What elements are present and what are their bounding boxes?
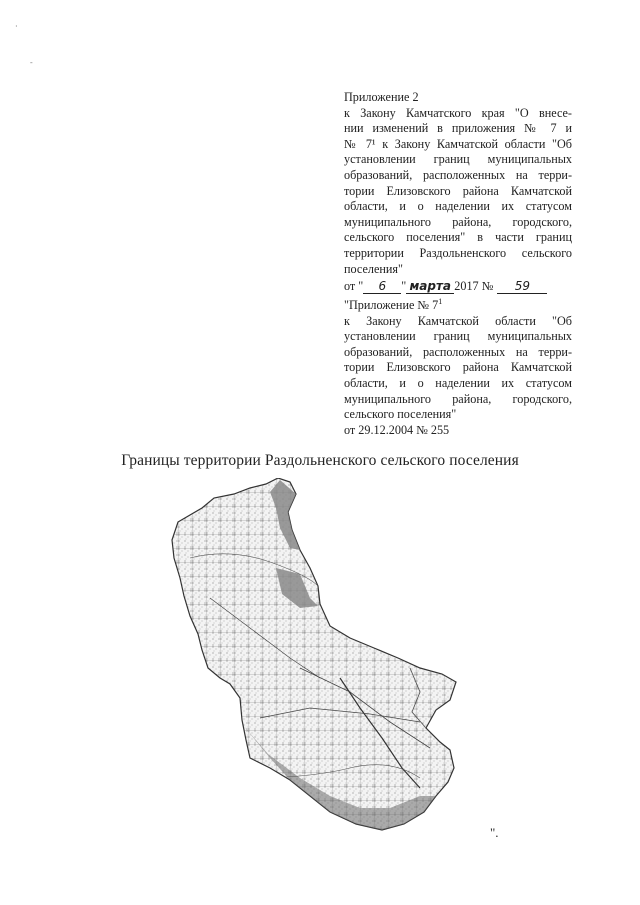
appendix-7-1-line: муниципального района, городского, (344, 391, 572, 406)
appendix-2-block (344, 90, 572, 295)
appendix-7-1-line: области, и о наделении их статусом (344, 375, 572, 390)
date-number: 59 (497, 280, 547, 294)
territory-map (150, 478, 480, 838)
date-mid: " (401, 279, 407, 294)
appendix-7-1-block (344, 298, 572, 438)
appendix-line: к Закону Камчатского края "О внесе- (344, 105, 572, 120)
appendix-7-1-line: сельского поселения" (344, 407, 457, 422)
appendix-date-line (344, 279, 572, 295)
closing-quote: ". (490, 825, 499, 840)
scan-artifact: · (15, 22, 18, 31)
appendix-line: установлении границ муниципальных (344, 152, 572, 167)
appendix-7-1-line: тории Елизовского района Камчатской (344, 360, 572, 375)
map-title: Границы территории Раздольненского сельского поселения (121, 452, 519, 469)
scan-artifact: - (30, 58, 33, 67)
appendix-line: сельского поселения" в части границ (344, 230, 572, 245)
appendix-line: тории Елизовского района Камчатской (344, 183, 572, 198)
date-month: марта (406, 280, 454, 294)
appendix-line: муниципального района, городского, (344, 214, 572, 229)
appendix-line: образований, расположенных на терри- (344, 167, 572, 182)
appendix-7-1-line: образований, расположенных на терри- (344, 344, 572, 359)
appendix-line: территории Раздольненского сельского (344, 245, 572, 260)
map-territory-shape (172, 478, 456, 830)
appendix-line: области, и о наделении их статусом (344, 199, 572, 214)
appendix-line: нии изменений в приложения № 7 и (344, 121, 572, 136)
appendix-7-1-line: установлении границ муниципальных (344, 329, 572, 344)
appendix-7-1-line: к Закону Камчатской области "Об (344, 313, 572, 328)
appendix-7-1-heading: "Приложение № $7^1$ (344, 296, 443, 312)
appendix-7-1-date: от 29.12.2004 № 255 (344, 422, 450, 437)
appendix-line: поселения" (344, 261, 404, 276)
date-day: 6 (363, 280, 401, 294)
appendix-heading: Приложение 2 (344, 90, 419, 104)
appendix-line: № 7¹ к Закону Камчатской области "Об (344, 136, 572, 151)
date-prefix: от " (344, 279, 364, 294)
date-year: 2017 № (454, 279, 494, 294)
